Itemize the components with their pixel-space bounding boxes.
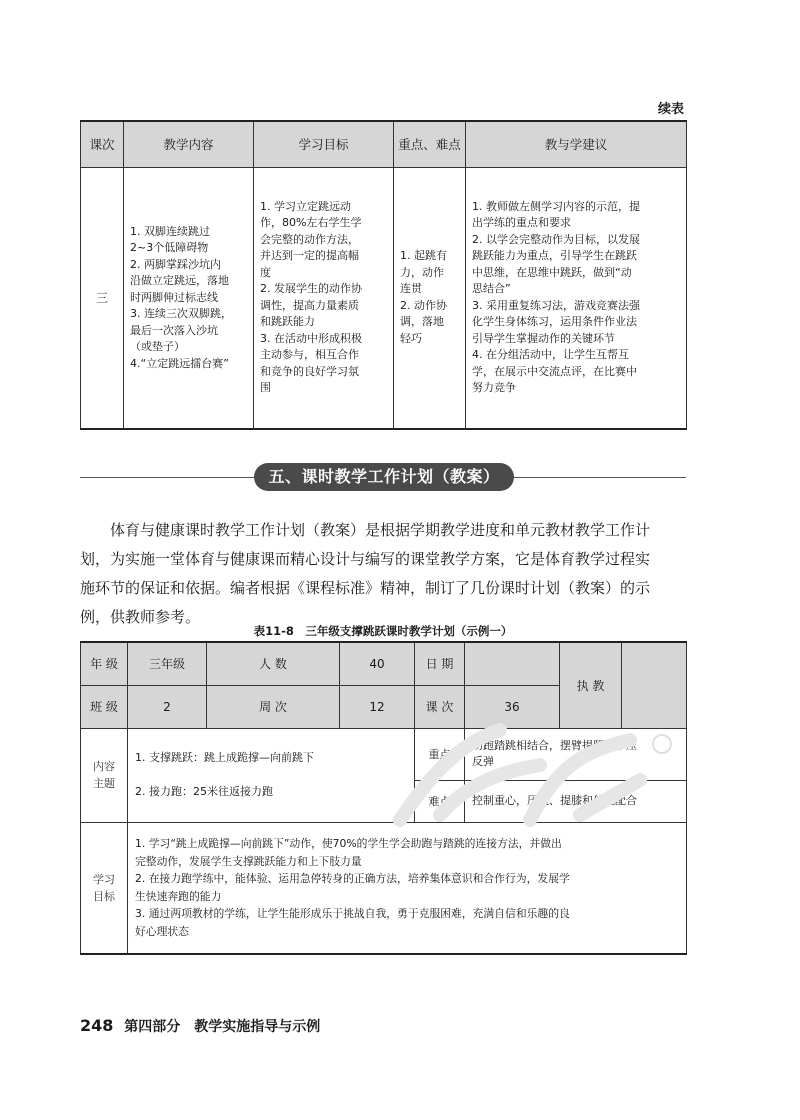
- suggestion-line: 2. 以学会完整动作为目标，以发展: [472, 232, 640, 246]
- teacher-label: 执 教: [560, 642, 622, 728]
- goal-label-line: 学习: [93, 872, 115, 886]
- teacher-value: [622, 642, 687, 728]
- suggestion-line: 4. 在分组活动中，让学生互帮互: [472, 348, 629, 362]
- header-content: 教学内容: [124, 121, 254, 167]
- continued-table: [80, 120, 687, 430]
- suggestion-line: 学，在展示中交流点评，在比赛中: [472, 364, 637, 378]
- week-label: 周 次: [207, 685, 340, 728]
- goal-line: 和跳跃能力: [260, 315, 315, 329]
- page-footer: [80, 1016, 320, 1036]
- lesson-label: 课 次: [415, 685, 465, 728]
- suggestions-cell: [466, 167, 687, 429]
- suggestion-line: 中思维，在思维中跳跃，做到“动: [472, 265, 632, 279]
- topic-label: [81, 728, 128, 822]
- content-line: 沿做立定跳远，落地: [130, 274, 229, 287]
- goal-line: 1. 学习“跳上成跪撑—向前跳下”动作，使70%的学生学会助跑与踏跳的连接方法，并做出: [135, 837, 562, 851]
- goal-line: 围: [260, 381, 271, 395]
- count-value: 40: [340, 642, 415, 685]
- count-label: 人 数: [207, 642, 340, 685]
- lesson-number: 三: [81, 167, 124, 429]
- keypoint-line: 1. 起跳有: [400, 249, 447, 263]
- content-line: 2~3个低障碍物: [130, 241, 209, 254]
- goal-line: 主动参与，相互合作: [260, 348, 359, 362]
- content-line: 4.“立定跳远擂台赛”: [130, 356, 229, 370]
- content-line: 3. 连续三次双脚跳，: [130, 307, 232, 320]
- footer-text: 第四部分 教学实施指导与示例: [124, 1019, 321, 1035]
- section-title: 五、课时教学工作计划（教案）: [254, 463, 514, 491]
- continued-label: 续表: [657, 102, 684, 117]
- goal-line: 完整动作，发展学生支撑跳跃能力和上下肢力量: [135, 854, 362, 868]
- topic-label-line: 内容: [93, 760, 115, 773]
- goal-line: 作，80%左右学生学: [260, 216, 362, 230]
- keypoint-line: 2. 动作协: [400, 298, 447, 312]
- intro-paragraph: [80, 516, 686, 632]
- class-label: 班 级: [81, 685, 128, 728]
- goal-label-line: 目标: [93, 889, 115, 903]
- content-line: 最后一次落入沙坑: [130, 323, 218, 337]
- suggestion-line: 思结合”: [472, 282, 511, 296]
- keypoint-line: 力，动作: [400, 265, 444, 279]
- diff-cell: 控制重心，压腿、提膝和伸髋配合: [465, 780, 687, 822]
- content-cell: [124, 167, 254, 429]
- suggestion-line: 3. 采用重复练习法，游戏竞赛法强: [472, 298, 640, 312]
- section-rule-right: [514, 477, 686, 478]
- goal-line: 2. 发展学生的动作协: [260, 282, 362, 296]
- suggestion-line: 努力竞争: [472, 381, 516, 395]
- table-row: [81, 822, 687, 954]
- key-line: 反弹: [472, 755, 494, 768]
- goal-line: 并达到一定的提高幅: [260, 249, 359, 263]
- goal-label: [81, 822, 128, 954]
- paragraph-line: 施环节的保证和依据。编者根据《课程标准》精神，制订了几份课时计划（教案）的示: [80, 579, 651, 597]
- goals-cell: [128, 822, 687, 954]
- goal-line: 度: [260, 265, 271, 279]
- goals-cell: [254, 167, 394, 429]
- date-label: 日 期: [415, 642, 465, 685]
- content-line: （或垫子）: [130, 340, 185, 353]
- keypoint-line: 调，落地: [400, 315, 444, 329]
- table-row: [81, 167, 687, 429]
- table-header-row: [81, 121, 687, 167]
- page-number: 248: [80, 1016, 114, 1035]
- table-row: [81, 728, 687, 780]
- key-line: 助跑踏跳相结合，摆臂提腰、下压: [472, 739, 637, 752]
- goal-line: 3. 通过两项教材的学练，让学生能形成乐于挑战自我，勇于克服困难，充满自信和乐趣的良: [135, 907, 570, 921]
- goal-line: 好心理状态: [135, 924, 189, 938]
- lesson-plan-table: [80, 641, 687, 955]
- paragraph-line: 体育与健康课时教学工作计划（教案）是根据学期教学进度和单元教材教学工作计: [80, 521, 651, 539]
- diff-label: 难点: [415, 780, 465, 822]
- goal-line: 2. 在接力跑学练中，能体验、运用急停转身的正确方法，培养集体意识和合作行为，发展学: [135, 872, 570, 886]
- class-value: 2: [128, 685, 207, 728]
- header-suggestions: 教与学建议: [466, 121, 687, 167]
- header-goals: 学习目标: [254, 121, 394, 167]
- content-line: 时两脚伸过标志线: [130, 290, 218, 304]
- topic-cell: [128, 728, 415, 822]
- plan-header-row: [81, 642, 687, 685]
- topic-label-line: 主题: [93, 777, 115, 790]
- goal-line: 和竞争的良好学习氛: [260, 364, 359, 378]
- key-cell: [465, 728, 687, 780]
- goal-line: 1. 学习立定跳远动: [260, 199, 351, 213]
- header-lesson: 课次: [81, 121, 124, 167]
- keypoint-line: 连贯: [400, 282, 422, 296]
- header-keypoints: 重点、难点: [394, 121, 466, 167]
- key-label: 重点: [415, 728, 465, 780]
- keypoints-cell: [394, 167, 466, 429]
- keypoint-line: 轻巧: [400, 331, 422, 345]
- suggestion-line: 引导学生掌握动作的关键环节: [472, 331, 615, 345]
- suggestion-line: 出学练的重点和要求: [472, 216, 571, 230]
- paragraph-line: 例，供教师参考。: [80, 608, 201, 626]
- suggestion-line: 化学生身体练习，运用条件作业法: [472, 315, 637, 329]
- topic-line: 2. 接力跑：25米往返接力跑: [135, 785, 273, 798]
- grade-value: 三年级: [128, 642, 207, 685]
- paragraph-line: 划，为实施一堂体育与健康课而精心设计与编写的课堂教学方案，它是体育教学过程实: [80, 550, 651, 568]
- content-line: 1. 双脚连续跳过: [130, 224, 210, 238]
- goal-line: 生快速奔跑的能力: [135, 889, 222, 903]
- content-line: 2. 两脚掌踩沙坑内: [130, 257, 221, 271]
- week-value: 12: [340, 685, 415, 728]
- suggestion-line: 跳跃能力为重点，引导学生在跳跃: [472, 249, 637, 263]
- lesson-value: 36: [465, 685, 560, 728]
- goal-line: 调性，提高力量素质: [260, 298, 359, 312]
- grade-label: 年 级: [81, 642, 128, 685]
- section-rule-left: [80, 477, 254, 478]
- goal-line: 3. 在活动中形成积极: [260, 331, 362, 345]
- date-value: [465, 642, 560, 685]
- table-caption: 表11-8 三年级支撑跳跃课时教学计划（示例一）: [253, 624, 513, 638]
- suggestion-line: 1. 教师做左侧学习内容的示范，提: [472, 199, 640, 213]
- topic-line: 1. 支撑跳跃：跳上成跪撑—向前跳下: [135, 751, 314, 764]
- goal-line: 会完整的动作方法，: [260, 232, 359, 246]
